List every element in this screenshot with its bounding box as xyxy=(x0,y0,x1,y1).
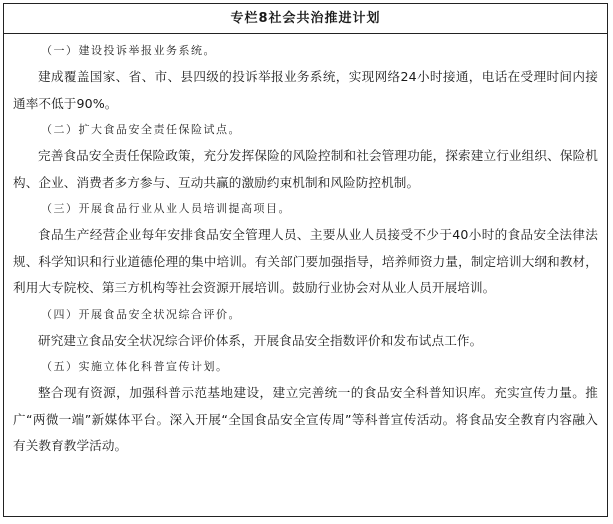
section-body: 建成覆盖国家、省、市、县四级的投诉举报业务系统，实现网络24小时接通，电话在受理时间内接通率不低于90%。 xyxy=(13,69,598,111)
section-body: 整合现有资源，加强科普示范基地建设，建立完善统一的食品安全科普知识库。充实宣传力量。推广“两微一端”新媒体平台。深入开展“全国食品安全宣传周”等科普宣传活动。将食品安全教育内容融入有关教育教学活动。 xyxy=(13,385,598,453)
box-title: 专栏8社会共治推进计划 xyxy=(4,4,607,34)
section-body: 研究建立食品安全状况综合评价体系，开展食品安全指数评价和发布试点工作。 xyxy=(38,332,483,348)
section-body: 食品生产经营企业每年安排食品安全管理人员、主要从业人员接受不少于40小时的食品安全法律法规、科学知识和行业道德伦理的集中培训。有关部门要加强指导，培养师资力量，制定培训大纲和教材，利用大专院校、第三方机构等社会资源开展培训。鼓励行业协会对从业人员开展培训。 xyxy=(13,227,598,295)
section-heading: （一）建设投诉举报业务系统。 xyxy=(41,44,216,57)
plan-box xyxy=(3,3,608,517)
section-heading: （五）实施立体化科普宣传计划。 xyxy=(41,360,229,373)
section-heading: （二）扩大食品安全责任保险试点。 xyxy=(41,123,241,136)
section-body: 完善食品安全责任保险政策，充分发挥保险的风险控制和社会管理功能，探索建立行业组织、保险机构、企业、消费者多方参与、互动共赢的激励约束机制和风险防控机制。 xyxy=(13,148,598,190)
section-heading: （四）开展食品安全状况综合评价。 xyxy=(41,307,241,321)
box-content xyxy=(4,34,607,460)
section-heading: （三）开展食品行业从业人员培训提高项目。 xyxy=(41,202,291,215)
